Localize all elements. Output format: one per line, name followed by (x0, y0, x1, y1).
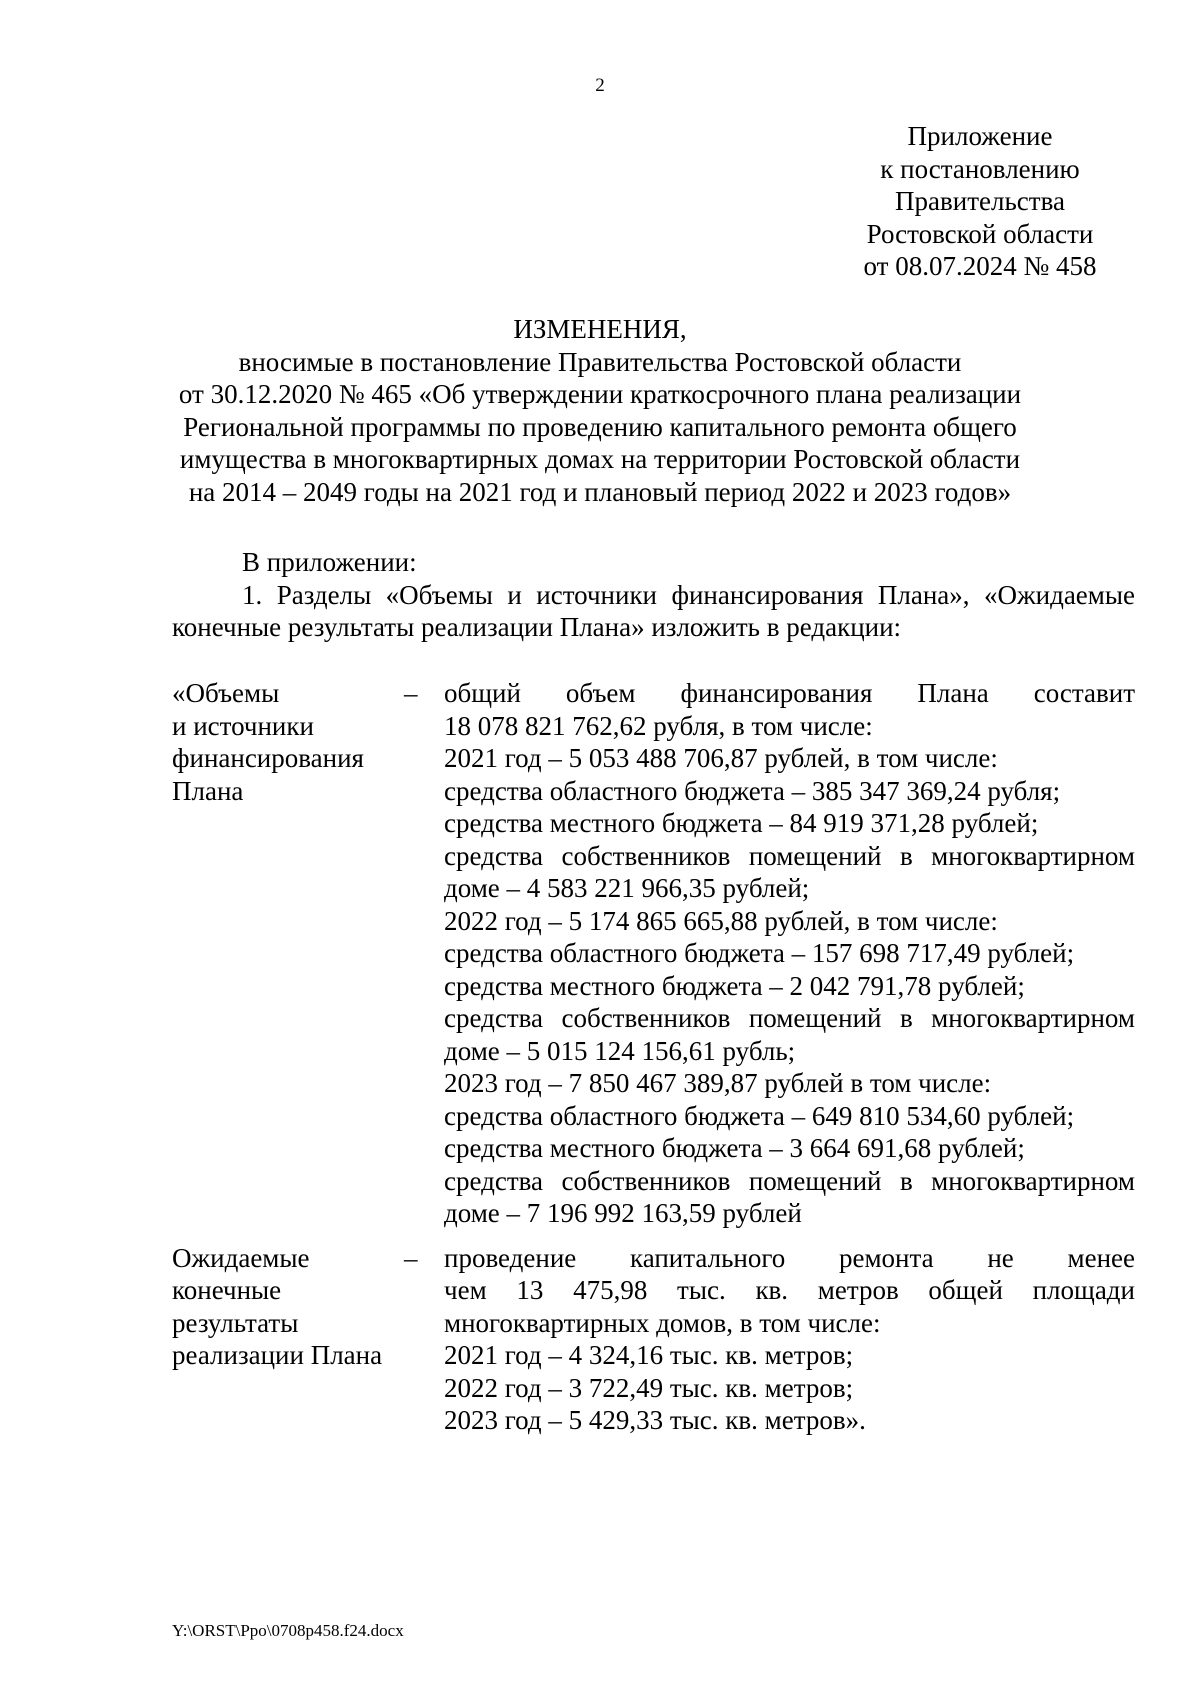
file-path-footer: Y:\ORST\Ppo\0708p458.f24.docx (172, 1621, 404, 1640)
intro-line-2: 1. Разделы «Объемы и источники финансирования Плана», «Ожидаемые конечные результаты реализации Плана» изложить в редакции: (172, 579, 1135, 642)
title-line: на 2014 – 2049 годы на 2021 год и плановый период 2022 и 2023 годов» (188, 476, 1012, 507)
financing-body (444, 677, 1135, 1230)
body-line: общий объем финансирования Плана составит (444, 678, 1135, 708)
body-line: средства собственников помещений в многоквартирном (444, 840, 1135, 871)
financing-label (172, 677, 404, 1230)
title-line: вносимые в постановление Правительства Ростовской области (238, 346, 962, 377)
intro-text (172, 546, 1135, 644)
body-line: доме – 4 583 221 966,35 рублей; (444, 873, 810, 903)
body-line: средства областного бюджета – 649 810 534,60 рублей; (444, 1100, 1075, 1131)
results-label (172, 1242, 404, 1437)
results-row (172, 1242, 1135, 1437)
title-line: имущества в многоквартирных домах на территории Ростовской области (179, 444, 1021, 474)
body-line: 18 078 821 762,62 рубля, в том числе: (444, 710, 873, 741)
intro-line-1: В приложении: (242, 547, 417, 577)
label-line: конечные (172, 1275, 282, 1305)
body-line: 2022 год – 3 722,49 тыс. кв. метров; (444, 1372, 854, 1403)
title-line: Региональной программы по проведению капитального ремонта общего (183, 411, 1017, 442)
body-line: чем 13 475,98 тыс. кв. метров общей площади (444, 1275, 1135, 1305)
label-line: Ожидаемые (172, 1242, 310, 1273)
label-line: и источники (172, 710, 314, 741)
page-number: 2 (595, 75, 605, 96)
document-title (100, 313, 1100, 508)
financing-dash: – (404, 678, 418, 708)
body-line: доме – 5 015 124 156,61 рубль; (444, 1035, 796, 1066)
title-heading: ИЗМЕНЕНИЯ, (513, 314, 687, 344)
label-line: реализации Плана (172, 1340, 383, 1370)
results-body (444, 1242, 1135, 1437)
label-line: «Объемы (172, 678, 280, 708)
body-line: 2022 год – 5 174 865 665,88 рублей, в том числе: (444, 905, 998, 936)
title-line: от 30.12.2020 № 465 «Об утверждении краткосрочного плана реализации (178, 379, 1022, 409)
results-dash: – (404, 1242, 418, 1273)
body-line: средства местного бюджета – 84 919 371,28 рублей; (444, 808, 1039, 838)
body-line: средства собственников помещений в многоквартирном (444, 1165, 1135, 1196)
body-line: средства областного бюджета – 385 347 369,24 рубля; (444, 775, 1061, 806)
appendix-line: Ростовской области (866, 218, 1094, 249)
financing-row (172, 677, 1135, 1230)
body-line: средства областного бюджета – 157 698 717,49 рублей; (444, 938, 1075, 968)
appendix-line: от 08.07.2024 № 458 (863, 251, 1097, 281)
body-line: средства местного бюджета – 3 664 691,68 рублей; (444, 1133, 1025, 1163)
body-line: доме – 7 196 992 163,59 рублей (444, 1198, 802, 1228)
body-line: средства местного бюджета – 2 042 791,78 рублей; (444, 970, 1025, 1001)
appendix-reference (820, 120, 1140, 283)
body-line: 2021 год – 5 053 488 706,87 рублей, в том числе: (444, 743, 998, 773)
sections-table (172, 677, 1135, 1449)
appendix-line: Правительства (895, 186, 1065, 216)
body-line: средства собственников помещений в многоквартирном (444, 1003, 1135, 1033)
label-line: Плана (172, 775, 244, 806)
appendix-line: Приложение (907, 121, 1053, 151)
label-line: финансирования (172, 743, 364, 773)
body-line: 2021 год – 4 324,16 тыс. кв. метров; (444, 1340, 854, 1370)
appendix-line: к постановлению (880, 153, 1080, 184)
body-line: проведение капитального ремонта не менее (444, 1242, 1135, 1273)
label-line: результаты (172, 1307, 299, 1338)
body-line: 2023 год – 7 850 467 389,87 рублей в том числе: (444, 1068, 992, 1098)
body-line: многоквартирных домов, в том числе: (444, 1307, 881, 1338)
body-line: 2023 год – 5 429,33 тыс. кв. метров». (444, 1405, 866, 1435)
